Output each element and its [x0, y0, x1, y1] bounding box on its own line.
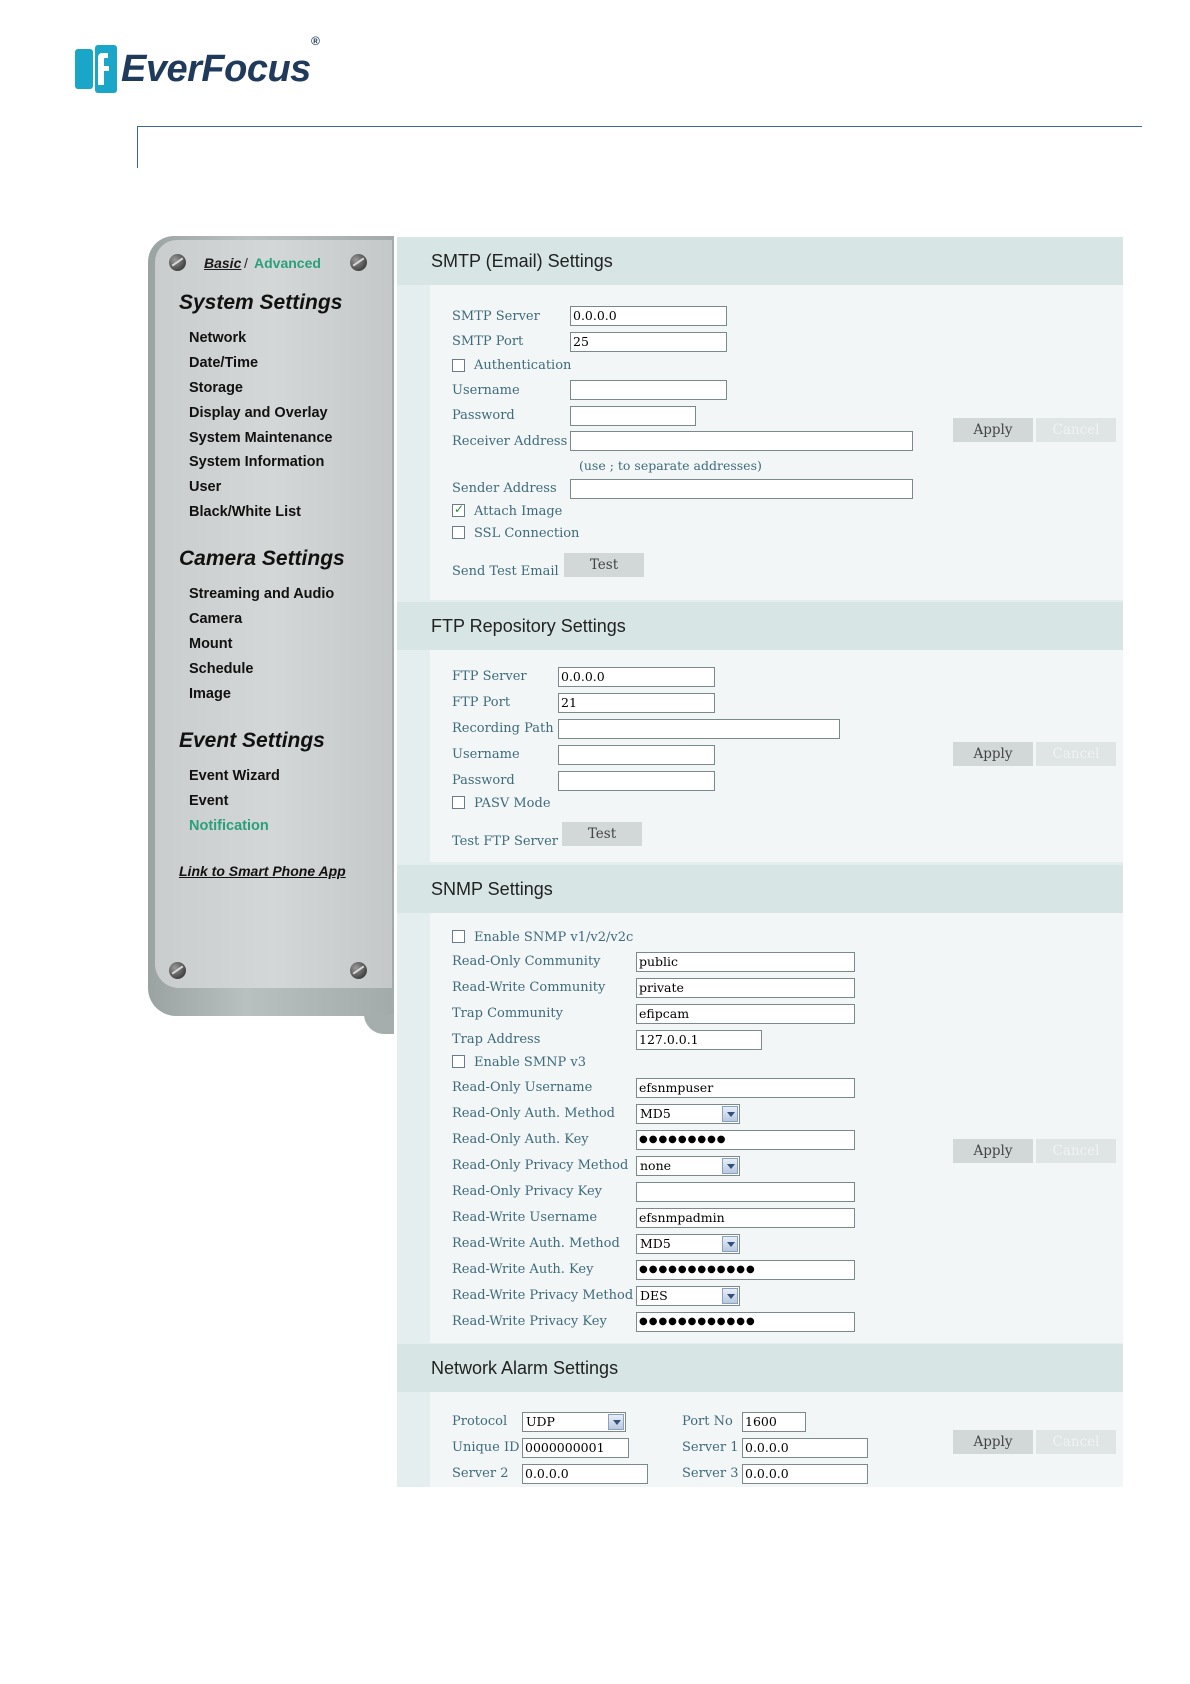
recording-path-input[interactable]: [558, 719, 840, 739]
sidebar-item-display-overlay[interactable]: Display and Overlay: [189, 405, 328, 421]
ro-privacy-key-label: Read-Only Privacy Key: [452, 1184, 602, 1199]
event-settings-heading: Event Settings: [179, 729, 325, 752]
smtp-username-label: Username: [452, 383, 520, 398]
ro-auth-key-input[interactable]: ●●●●●●●●●: [636, 1130, 855, 1150]
ftp-password-input[interactable]: [558, 771, 715, 791]
server1-input[interactable]: 0.0.0.0: [742, 1438, 868, 1458]
server1-label: Server 1: [682, 1440, 739, 1455]
alarm-cancel-button[interactable]: Cancel: [1036, 1430, 1116, 1454]
ftp-port-label: FTP Port: [452, 695, 511, 710]
sidebar-item-streaming-audio[interactable]: Streaming and Audio: [189, 586, 335, 602]
recording-path-label: Recording Path: [452, 721, 554, 736]
ro-auth-key-label: Read-Only Auth. Key: [452, 1132, 589, 1147]
unique-id-input[interactable]: 0000000001: [522, 1438, 629, 1458]
smart-phone-app-link[interactable]: Link to Smart Phone App: [179, 863, 346, 879]
screw-icon: [350, 254, 367, 271]
receiver-address-hint: (use ; to separate addresses): [579, 458, 762, 473]
system-settings-heading: System Settings: [179, 291, 343, 314]
ro-privacy-method-label: Read-Only Privacy Method: [452, 1158, 629, 1173]
ro-community-input[interactable]: public: [636, 952, 855, 972]
attach-image-label: Attach Image: [474, 504, 563, 519]
rw-auth-method-label: Read-Write Auth. Method: [452, 1236, 620, 1251]
rw-auth-method-select[interactable]: MD5: [636, 1234, 740, 1254]
sender-address-label: Sender Address: [452, 481, 557, 496]
enable-snmp-v3-checkbox[interactable]: [452, 1055, 465, 1068]
ftp-server-label: FTP Server: [452, 669, 527, 684]
server3-input[interactable]: 0.0.0.0: [742, 1464, 868, 1484]
ftp-username-input[interactable]: [558, 745, 715, 765]
unique-id-label: Unique ID: [452, 1440, 520, 1455]
chevron-down-icon[interactable]: [722, 1288, 738, 1304]
rw-privacy-method-label: Read-Write Privacy Method: [452, 1288, 634, 1303]
logo-wordmark: EverFocus®: [121, 33, 320, 90]
smtp-port-label: SMTP Port: [452, 334, 524, 349]
chevron-down-icon[interactable]: [722, 1236, 738, 1252]
rw-privacy-method-select[interactable]: DES: [636, 1286, 740, 1306]
ro-privacy-method-select[interactable]: none: [636, 1156, 740, 1176]
header-rule: [137, 126, 1142, 127]
ssl-connection-checkbox[interactable]: [452, 526, 465, 539]
alarm-apply-button[interactable]: Apply: [953, 1430, 1033, 1454]
server2-label: Server 2: [452, 1466, 509, 1481]
ftp-port-input[interactable]: 21: [558, 693, 715, 713]
smtp-username-input[interactable]: [570, 380, 727, 400]
enable-snmp-v12-label: Enable SNMP v1/v2/v2c: [474, 930, 634, 945]
everfocus-logo: [75, 33, 320, 93]
rw-community-input[interactable]: private: [636, 978, 855, 998]
enable-snmp-v3-label: Enable SMNP v3: [474, 1055, 587, 1070]
port-no-input[interactable]: 1600: [742, 1412, 806, 1432]
sidebar-item-image[interactable]: Image: [189, 686, 231, 702]
authentication-checkbox[interactable]: [452, 359, 465, 372]
rw-auth-key-label: Read-Write Auth. Key: [452, 1262, 594, 1277]
enable-snmp-v12-checkbox[interactable]: [452, 930, 465, 943]
rw-community-label: Read-Write Community: [452, 980, 606, 995]
advanced-mode-link[interactable]: Advanced: [254, 255, 321, 271]
chevron-down-icon[interactable]: [722, 1158, 738, 1174]
receiver-address-input[interactable]: [570, 431, 913, 451]
test-ftp-server-label: Test FTP Server: [452, 834, 559, 849]
ftp-apply-button[interactable]: Apply: [953, 742, 1033, 766]
rw-privacy-key-input[interactable]: ●●●●●●●●●●●●: [636, 1312, 855, 1332]
everfocus-logo-icon: [75, 45, 119, 93]
smtp-password-label: Password: [452, 408, 515, 423]
ro-auth-method-select[interactable]: MD5: [636, 1104, 740, 1124]
trap-community-input[interactable]: efipcam: [636, 1004, 855, 1024]
sidebar-item-schedule[interactable]: Schedule: [189, 661, 254, 677]
protocol-label: Protocol: [452, 1414, 508, 1429]
sidebar-item-user[interactable]: User: [189, 479, 222, 495]
smtp-test-button[interactable]: Test: [564, 553, 644, 577]
ro-username-input[interactable]: efsnmpuser: [636, 1078, 855, 1098]
ftp-server-input[interactable]: 0.0.0.0: [558, 667, 715, 687]
ftp-cancel-button[interactable]: Cancel: [1036, 742, 1116, 766]
ftp-section-title: FTP Repository Settings: [431, 616, 626, 636]
trap-address-label: Trap Address: [452, 1032, 541, 1047]
rw-privacy-key-label: Read-Write Privacy Key: [452, 1314, 607, 1329]
camera-settings-heading: Camera Settings: [179, 547, 345, 570]
rw-username-label: Read-Write Username: [452, 1210, 598, 1225]
smtp-port-input[interactable]: 25: [570, 332, 727, 352]
screw-icon: [350, 962, 367, 979]
smtp-password-input[interactable]: [570, 406, 696, 426]
ro-community-label: Read-Only Community: [452, 954, 601, 969]
sidebar-item-date-time[interactable]: Date/Time: [189, 355, 259, 371]
basic-mode-link[interactable]: Basic: [204, 255, 242, 271]
smtp-cancel-button[interactable]: Cancel: [1036, 418, 1116, 442]
trap-address-input[interactable]: 127.0.0.1: [636, 1030, 762, 1050]
ro-username-label: Read-Only Username: [452, 1080, 593, 1095]
sidebar-item-black-white-list[interactable]: Black/White List: [189, 504, 301, 520]
rw-auth-key-input[interactable]: ●●●●●●●●●●●●: [636, 1260, 855, 1280]
ftp-username-label: Username: [452, 747, 520, 762]
mode-separator: /: [244, 255, 248, 271]
send-test-email-label: Send Test Email: [452, 564, 559, 579]
pasv-mode-checkbox[interactable]: [452, 796, 465, 809]
sender-address-input[interactable]: [570, 479, 913, 499]
receiver-address-label: Receiver Address: [452, 434, 568, 449]
smtp-apply-button[interactable]: Apply: [953, 418, 1033, 442]
smtp-section-title: SMTP (Email) Settings: [431, 251, 613, 271]
screw-icon: [169, 962, 186, 979]
ftp-test-button[interactable]: Test: [562, 822, 642, 846]
smtp-server-label: SMTP Server: [452, 309, 540, 324]
chevron-down-icon[interactable]: [722, 1106, 738, 1122]
screw-icon: [169, 254, 186, 271]
authentication-label: Authentication: [474, 358, 572, 373]
snmp-section-title: SNMP Settings: [431, 879, 553, 899]
server3-label: Server 3: [682, 1466, 739, 1481]
snmp-cancel-button[interactable]: Cancel: [1036, 1139, 1116, 1163]
snmp-apply-button[interactable]: Apply: [953, 1139, 1033, 1163]
rw-username-input[interactable]: efsnmpadmin: [636, 1208, 855, 1228]
sidebar-item-system-information[interactable]: System Information: [189, 454, 325, 470]
ro-privacy-key-input[interactable]: [636, 1182, 855, 1202]
protocol-select[interactable]: UDP: [522, 1412, 626, 1432]
alarm-section-title: Network Alarm Settings: [431, 1358, 619, 1378]
server2-input[interactable]: 0.0.0.0: [522, 1464, 648, 1484]
port-no-label: Port No: [682, 1414, 733, 1429]
trap-community-label: Trap Community: [452, 1006, 563, 1021]
sidebar-item-mount[interactable]: Mount: [189, 636, 233, 652]
sidebar-notch: [364, 1014, 394, 1034]
sidebar-item-network[interactable]: Network: [189, 330, 247, 346]
smtp-server-input[interactable]: 0.0.0.0: [570, 306, 727, 326]
sidebar-item-event[interactable]: Event: [189, 793, 229, 809]
sidebar-item-notification[interactable]: Notification: [189, 818, 269, 834]
sidebar-item-storage[interactable]: Storage: [189, 380, 243, 396]
header-rule-vertical: [137, 126, 138, 168]
sidebar-item-event-wizard[interactable]: Event Wizard: [189, 768, 280, 784]
attach-image-checkbox[interactable]: [452, 504, 465, 517]
sidebar-item-camera[interactable]: Camera: [189, 611, 243, 627]
pasv-mode-label: PASV Mode: [474, 796, 551, 811]
ro-auth-method-label: Read-Only Auth. Method: [452, 1106, 615, 1121]
ssl-connection-label: SSL Connection: [474, 526, 580, 541]
chevron-down-icon[interactable]: [608, 1414, 624, 1430]
sidebar-item-system-maintenance[interactable]: System Maintenance: [189, 430, 333, 446]
ftp-password-label: Password: [452, 773, 515, 788]
